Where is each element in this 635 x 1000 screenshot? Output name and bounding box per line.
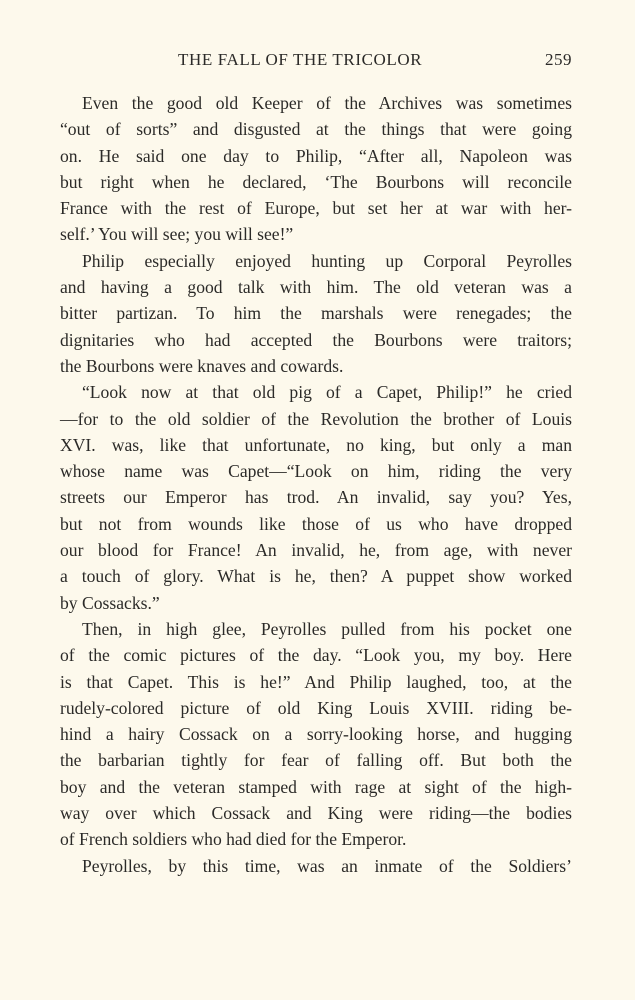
text-line: way over which Cossack and King were riding—the bodies: [60, 803, 572, 824]
text-line: “Look now at that old pig of a Capet, Philip!” he cried: [82, 382, 572, 403]
text-line: and having a good talk with him. The old veteran was a: [60, 277, 572, 298]
text-line: on. He said one day to Philip, “After all, Napoleon was: [60, 145, 572, 166]
text-line: XVI. was, like that unfortunate, no king, but only a man: [60, 434, 572, 455]
text-line: France with the rest of Europe, but set her at war with her-: [60, 198, 572, 219]
text-line: is that Capet. This is he!” And Philip laughed, too, at the: [60, 671, 572, 692]
text-line: bitter partizan. To him the marshals were renegades; the: [60, 303, 572, 324]
text-line: the barbarian tightly for fear of falling off. But both the: [60, 750, 572, 771]
text-line: our blood for France! An invalid, he, from age, with never: [60, 540, 572, 561]
text-line: by Cossacks.”: [60, 592, 160, 613]
body-text: [60, 90, 572, 879]
page-number: 259: [545, 50, 572, 69]
text-line: boy and the veteran stamped with rage at sight of the high-: [60, 776, 572, 797]
text-line: “out of sorts” and disgusted at the things that were going: [60, 119, 572, 140]
text-line: self.’ You will see; you will see!”: [60, 224, 294, 245]
text-line: but not from wounds like those of us who have dropped: [60, 513, 572, 534]
text-line: of the comic pictures of the day. “Look you, my boy. Here: [60, 645, 572, 666]
text-line: hind a hairy Cossack on a sorry-looking horse, and hugging: [60, 724, 572, 745]
text-line: dignitaries who had accepted the Bourbons were traitors;: [60, 329, 572, 350]
text-line: Then, in high glee, Peyrolles pulled from his pocket one: [82, 618, 572, 639]
page-header: [60, 50, 572, 74]
text-line: Philip especially enjoyed hunting up Corporal Peyrolles: [82, 250, 572, 271]
text-line: Even the good old Keeper of the Archives was sometimes: [82, 93, 572, 113]
text-line: of French soldiers who had died for the Emperor.: [60, 829, 407, 850]
text-line: streets our Emperor has trod. An invalid, say you? Yes,: [60, 487, 572, 508]
text-line: the Bourbons were knaves and cowards.: [60, 355, 344, 376]
text-line: whose name was Capet—“Look on him, riding the very: [60, 461, 572, 482]
running-title: THE FALL OF THE TRICOLOR: [178, 50, 423, 69]
text-line: —for to the old soldier of the Revolution the brother of Louis: [60, 408, 572, 429]
text-line: but right when he declared, ‘The Bourbons will reconcile: [60, 171, 572, 192]
text-line: rudely-colored picture of old King Louis XVIII. riding be-: [60, 697, 572, 718]
text-line: Peyrolles, by this time, was an inmate of the Soldiers’: [82, 855, 572, 876]
text-line: a touch of glory. What is he, then? A puppet show worked: [60, 566, 572, 587]
